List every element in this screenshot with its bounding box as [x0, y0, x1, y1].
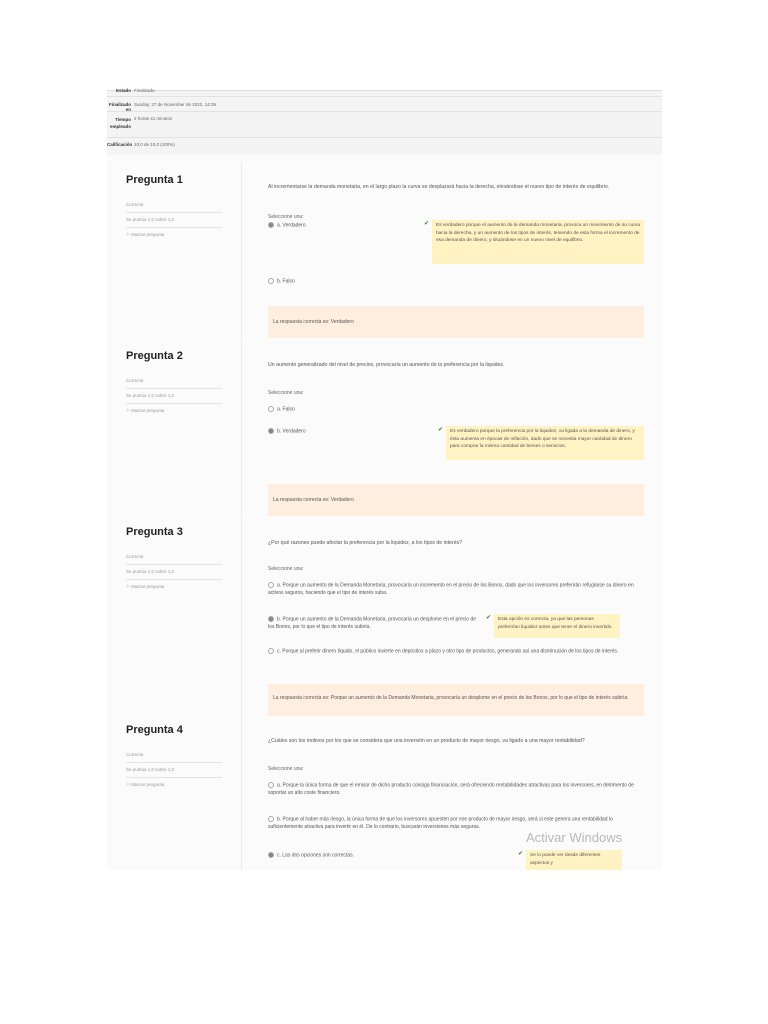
- correct-check-icon: ✔: [486, 615, 492, 621]
- activate-windows-watermark: Activar Windows: [526, 830, 623, 845]
- question-title: Pregunta 2: [126, 350, 183, 362]
- option-feedback: Es verdadero porque el aumento de la demanda monetaria, provoca un movimiento de su curva hacia la derecha, y un aumento de los tipos de interés, teniendo de esta forma el incremento de esa demanda de dinero, y situándose en un nuevo nivel de equilibrio.: [432, 220, 644, 264]
- question-status: Correcta: [126, 550, 222, 565]
- flag-question-link[interactable]: ⚐ Marcar pregunta: [126, 408, 165, 413]
- option-a[interactable]: a. Porque la única forma de que el emisor de dicho producto consiga financiación, será ofreciendo rentabilidades atractivas para los inversores, en detrimento de soportar un alto coste financiero.: [268, 782, 634, 796]
- question-content-4: [241, 720, 649, 870]
- radio-button[interactable]: [268, 852, 274, 858]
- question-status: Correcta: [126, 374, 222, 389]
- flag-question-link[interactable]: ⚐ Marcar pregunta: [126, 584, 165, 589]
- radio-button[interactable]: [268, 428, 274, 434]
- question-title: Pregunta 1: [126, 174, 183, 186]
- question-points: Se puntúa 1,0 sobre 1,0: [126, 565, 222, 580]
- question-info-4: [126, 722, 222, 792]
- question-title: Pregunta 3: [126, 526, 183, 538]
- quiz-review-page: [107, 90, 662, 870]
- summary-row-finished: Finalizado en Sunday, 27 de November de 2022, 14:39: [107, 99, 662, 112]
- question-text: Al incrementarse la demanda monetaria, en el largo plazo la curva se desplazará hacia la derecha, elevándose el nuevo tipo de interés de equilibrio.: [268, 184, 610, 190]
- summary-row-state: Estado Finalizado: [107, 91, 662, 97]
- question-text: ¿Por qué razones puede afectar la preferencia por la liquidez, a los tipos de interés?: [268, 540, 463, 546]
- select-one-label: Seleccione una:: [268, 214, 304, 220]
- radio-button[interactable]: [268, 782, 274, 788]
- radio-button[interactable]: [268, 222, 274, 228]
- radio-button[interactable]: [268, 406, 274, 412]
- correct-answer-box: La respuesta correcta es: Porque un aumento de la Demanda Monetaria, provocaría un desplome en el precio de los Bonos, por lo que el tipo de interés subiría.: [268, 684, 644, 716]
- option-b[interactable]: b. Falso: [268, 278, 295, 286]
- select-one-label: Seleccione una:: [268, 390, 304, 396]
- option-c[interactable]: c. Porque al preferir dinero líquido, el público invierte en depósitos a plazo y otro tipo de productos, generando así una disminución de los tipos de interés.: [268, 648, 644, 656]
- radio-button[interactable]: [268, 278, 274, 284]
- correct-check-icon: ✔: [518, 851, 524, 857]
- question-info-2: [126, 348, 222, 418]
- question-status: Correcta: [126, 748, 222, 763]
- correct-answer-box: La respuesta correcta es: Verdadero: [268, 484, 644, 516]
- summary-row-grade: Calificación 10,0 de 10,0 (100%): [107, 142, 175, 147]
- question-status: Correcta: [126, 198, 222, 213]
- option-feedback: Se lo puede ver desde diferentes aspectos y: [526, 850, 622, 870]
- question-points: Se puntúa 1,0 sobre 1,0: [126, 213, 222, 228]
- option-feedback: Esta opción es correcta, ya que las personas preferirían liquidez antes que tener el dinero invertido.: [494, 614, 620, 638]
- option-a[interactable]: a. Porque un aumento de la Demanda Monetaria, provocaría un incremento en el precio de los Bonos, dado que los inversores preferirán refugiarse su dinero en activos seguros, haciendo que el tipo de interés suba.: [268, 582, 634, 596]
- flag-icon: ⚐: [126, 232, 132, 237]
- option-a[interactable]: a. Verdadero: [268, 222, 306, 230]
- select-one-label: Seleccione una:: [268, 566, 304, 572]
- question-info-1: [126, 172, 222, 242]
- radio-button[interactable]: [268, 648, 274, 654]
- question-content-2: [241, 340, 649, 516]
- summary-row-time: Tiempo empleado 2 horas 41 minutos: [107, 113, 662, 138]
- attempt-summary: [107, 90, 662, 155]
- flag-icon: ⚐: [126, 408, 132, 413]
- radio-button[interactable]: [268, 816, 274, 822]
- option-b[interactable]: b. Porque un aumento de la Demanda Monetaria, provocaría un desplome en el precio de los Bonos, por lo que el tipo de interés subiría.: [268, 616, 477, 630]
- flag-icon: ⚐: [126, 782, 132, 787]
- question-content-3: [241, 518, 649, 722]
- correct-check-icon: ✔: [438, 427, 444, 433]
- option-b[interactable]: b. Porque al haber más riesgo, la única forma de que los inversores apuesten por ese producto de mayor riesgo, será si este genera una rentabilidad lo suficientemente atractiva para invertir en él. De lo contrario, buscarán inversiones más seguras.: [268, 816, 613, 830]
- flag-question-link[interactable]: ⚐ Marcar pregunta: [126, 232, 165, 237]
- question-info-3: [126, 524, 222, 594]
- correct-answer-box: La respuesta correcta es: Verdadero: [268, 306, 644, 338]
- radio-button[interactable]: [268, 616, 274, 622]
- flag-icon: ⚐: [126, 584, 132, 589]
- question-content-1: [241, 162, 649, 338]
- question-points: Se puntúa 1,0 sobre 1,0: [126, 763, 222, 778]
- option-a[interactable]: a. Falso: [268, 406, 295, 414]
- question-points: Se puntúa 1,0 sobre 1,0: [126, 389, 222, 404]
- option-c[interactable]: c. Las dos opciones son correctas.: [268, 852, 518, 860]
- select-one-label: Seleccione una:: [268, 766, 304, 772]
- flag-question-link[interactable]: ⚐ Marcar pregunta: [126, 782, 165, 787]
- option-b[interactable]: b. Verdadero: [268, 428, 306, 436]
- question-text: Un aumento generalizado del nivel de precios, provocaría un aumento de la preferencia por la liquidez.: [268, 362, 505, 368]
- correct-check-icon: ✔: [424, 221, 430, 227]
- option-feedback: Es verdadero porque la preferencia por la liquidez, va ligada a la demanda de dinero, y ésta aumenta en épocas de inflación, dado que se necesita mayor cantidad de dinero para comprar la misma cantidad de bienes o servicios.: [446, 426, 644, 460]
- question-title: Pregunta 4: [126, 724, 183, 736]
- question-text: ¿Cuáles son los motivos por los que se considera que una inversión en un producto de mayor riesgo, va ligado a una mayor rentabilidad?: [268, 738, 585, 744]
- radio-button[interactable]: [268, 582, 274, 588]
